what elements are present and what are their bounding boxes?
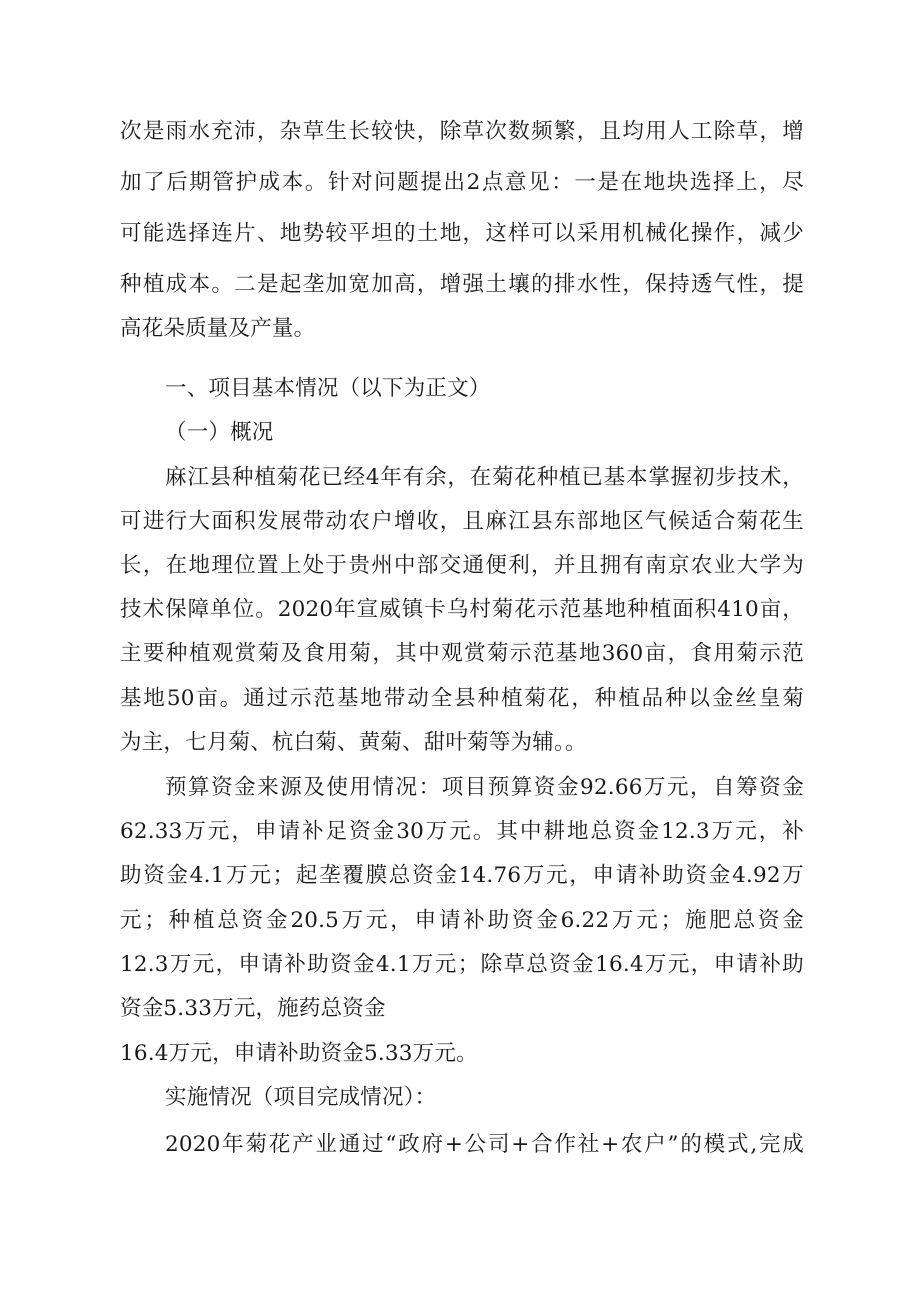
paragraph-line: 助资金4.1万元；起垄覆膜总资金14.76万元，申请补助资金4.92万 — [120, 863, 804, 888]
subsection-heading: （一）概况 — [165, 420, 274, 445]
paragraph-line: 加了后期管护成本。针对问题提出2点意见：一是在地块选择上，尽 — [120, 170, 804, 195]
paragraph-line: 次是雨水充沛，杂草生长较快，除草次数频繁，且均用人工除草，增 — [120, 119, 804, 144]
paragraph-line: 可能选择连片、地势较平坦的土地，这样可以采用机械化操作，减少 — [120, 221, 804, 246]
paragraph-line: 高花朵质量及产量。 — [120, 316, 316, 341]
paragraph-line: 可进行大面积发展带动农户增收，且麻江县东部地区气候适合菊花生 — [120, 509, 804, 534]
paragraph-line: 资金5.33万元，施药总资金 — [120, 996, 386, 1021]
paragraph-line: 预算资金来源及使用情况：项目预算资金92.66万元，自筹资金 — [165, 775, 804, 800]
paragraph-line: 元；种植总资金20.5万元，申请补助资金6.22万元；施肥总资金 — [120, 908, 804, 933]
paragraph-line: 16.4万元，申请补助资金5.33万元。 — [120, 1041, 478, 1066]
paragraph-line: 主要种植观赏菊及食用菊，其中观赏菊示范基地360亩，食用菊示范 — [120, 641, 804, 666]
paragraph-line: 基地50亩。通过示范基地带动全县种植菊花，种植品种以金丝皇菊 — [120, 686, 804, 711]
paragraph-line: 技术保障单位。2020年宣威镇卡乌村菊花示范基地种植面积410亩， — [120, 597, 804, 622]
paragraph-line: 12.3万元，申请补助资金4.1万元；除草总资金16.4万元，申请补助 — [120, 952, 804, 977]
section-heading: 一、项目基本情况（以下为正文） — [165, 376, 491, 401]
paragraph-line: 麻江县种植菊花已经4年有余，在菊花种植已基本掌握初步技术， — [165, 465, 804, 490]
subsection-heading: 实施情况（项目完成情况）： — [165, 1085, 437, 1110]
paragraph-line: 2020年菊花产业通过“政府+公司+合作社+农户”的模式,完成 — [165, 1132, 804, 1157]
paragraph-line: 62.33万元，申请补足资金30万元。其中耕地总资金12.3万元，补 — [120, 819, 804, 844]
paragraph-line: 长，在地理位置上处于贵州中部交通便利，并且拥有南京农业大学为 — [120, 553, 804, 578]
paragraph-line: 种植成本。二是起垄加宽加高，增强土壤的排水性，保持透气性，提 — [120, 272, 804, 297]
paragraph-line: 为主，七月菊、杭白菊、黄菊、甜叶菊等为辅。。 — [120, 730, 587, 755]
